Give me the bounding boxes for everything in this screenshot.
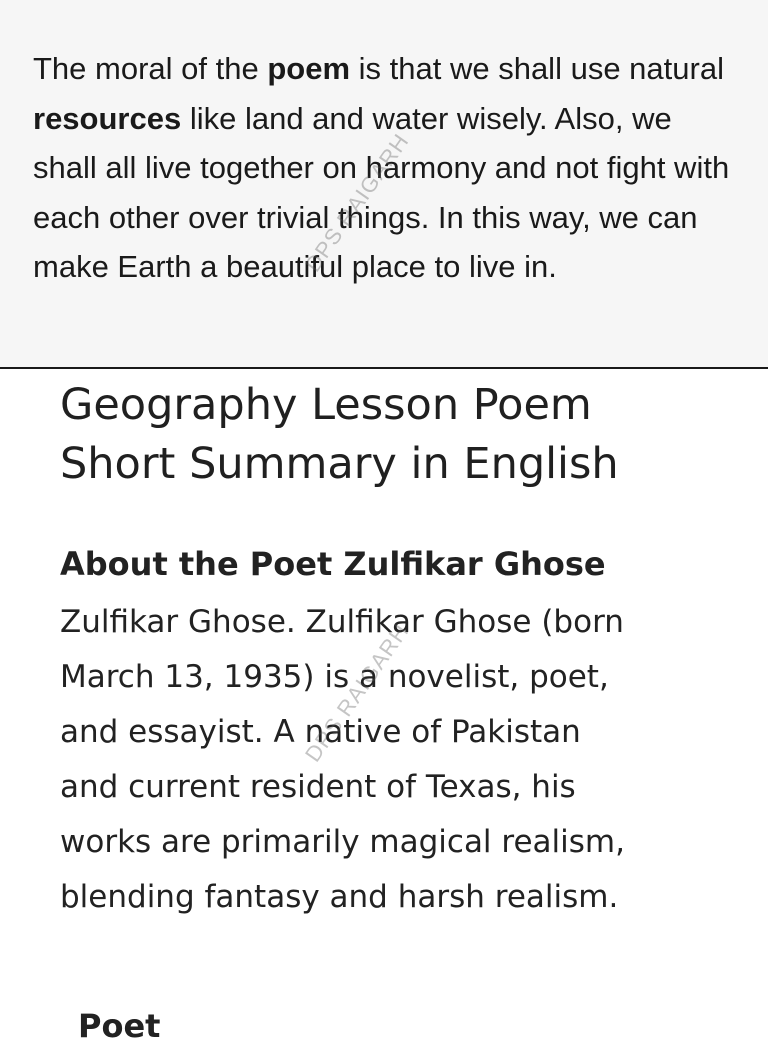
- poet-line-3: and essayist. A native of Pakistan: [60, 714, 581, 750]
- poet-line-5: works are primarily magical realism,: [60, 824, 625, 860]
- moral-text-part: The moral of the: [33, 51, 268, 86]
- watermark-top: DPS RAIGARH: [300, 128, 414, 277]
- poet-line-6: blending fantasy and harsh realism.: [60, 879, 619, 915]
- summary-heading-line-2: Short Summary in English: [60, 439, 619, 489]
- next-section-heading: Poet: [78, 1007, 161, 1045]
- moral-section: [0, 0, 768, 368]
- moral-bold-poem: poem: [267, 51, 351, 86]
- moral-bold-resources: resources: [33, 100, 182, 136]
- moral-text-part: is that we shall use natural: [350, 51, 724, 86]
- poet-line-1: Zulfikar Ghose. Zulfikar Ghose (born: [60, 604, 624, 640]
- poet-line-4: and current resident of Texas, his: [60, 769, 576, 805]
- watermark-bottom: DPS RAIGARH: [300, 618, 414, 767]
- summary-heading: [60, 376, 740, 494]
- poet-line-2: March 13, 1935) is a novelist, poet,: [60, 659, 609, 695]
- poet-heading: About the Poet Zulfikar Ghose: [60, 545, 606, 583]
- poet-paragraph: [60, 595, 740, 925]
- summary-heading-line-1: Geography Lesson Poem: [60, 380, 592, 430]
- moral-text-part: like land and water wisely. Also, we shall all live together on harmony and not fight with each other over trivial things. In this way, we can make Earth a beautiful place to live in.: [33, 100, 730, 284]
- moral-paragraph: [33, 44, 743, 292]
